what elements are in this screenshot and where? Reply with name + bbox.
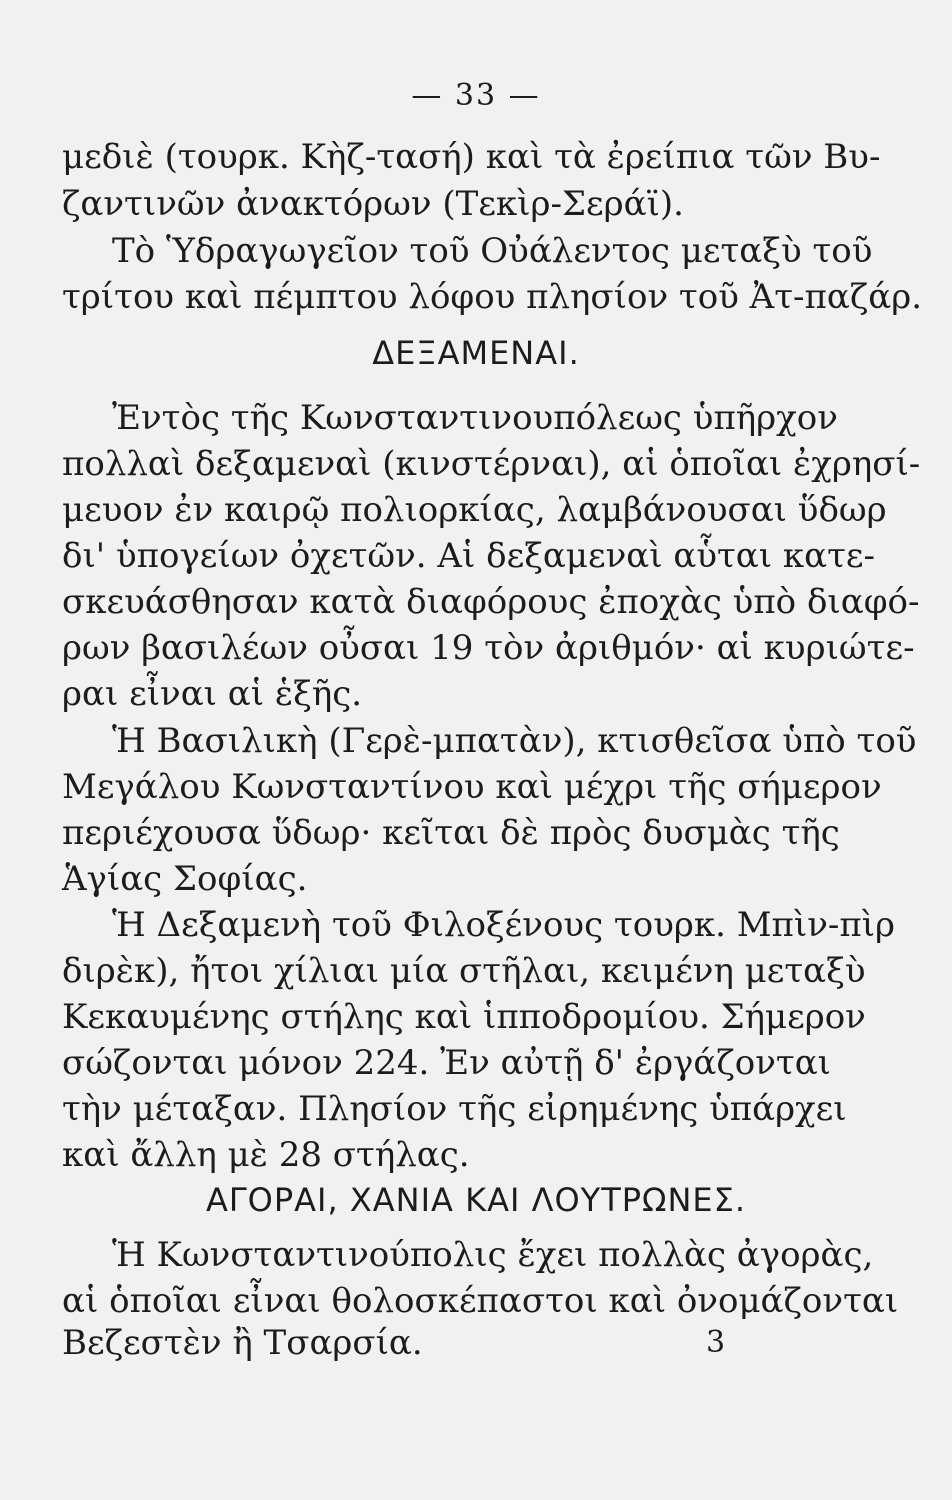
text-line: μεδιὲ (τουρκ. Κὴζ-τασή) καὶ τὰ ἐρείπια τῶν Βυ- (62, 137, 881, 177)
page-number: — 33 — (411, 78, 541, 113)
text-line: Ἐντὸς τῆς Κωνσταντινουπόλεως ὑπῆρχον (112, 398, 838, 438)
text-line: Τὸ Ὑδραγωγεῖον τοῦ Οὐάλεντος μεταξὺ τοῦ (112, 231, 873, 271)
text-line: ρων βασιλέων οὖσαι 19 τὸν ἀριθμόν· αἱ κυριώτε- (62, 628, 915, 668)
text-line: Ἡ Βασιλικὴ (Γερὲ-μπατὰν), κτισθεῖσα ὑπὸ τοῦ (112, 721, 917, 761)
text-line: Ἡ Δεξαμενὴ τοῦ Φιλοξένους τουρκ. Μπὶν-πὶρ (112, 905, 896, 945)
text-line: Κεκαυμένης στήλης καὶ ἱπποδρομίου. Σήμερον (62, 997, 866, 1037)
text-line: Ἡ Κωνσταντινούπολις ἔχει πολλὰς ἀγορὰς, (112, 1235, 874, 1275)
text-line: διρὲκ), ἤτοι χίλιαι μία στῆλαι, κειμένη μεταξὺ (62, 951, 866, 991)
text-line: περιέχουσα ὕδωρ· κεῖται δὲ πρὸς δυσμὰς τῆς (62, 813, 840, 853)
text-line: τρίτου καὶ πέμπτου λόφου πλησίον τοῦ Ἀτ-παζάρ. (62, 277, 923, 317)
text-line: Μεγάλου Κωνσταντίνου καὶ μέχρι τῆς σήμερον (62, 767, 882, 807)
text-line: πολλαὶ δεξαμεναὶ (κινστέρναι), αἱ ὁποῖαι ἐχρησί- (62, 444, 921, 484)
section-heading-reservoirs: ΔΕΞΑΜΕΝΑΙ. (372, 334, 580, 372)
text-line: σκευάσθησαν κατὰ διαφόρους ἐποχὰς ὑπὸ διαφό- (62, 582, 920, 622)
text-line: αἱ ὁποῖαι εἶναι θολοσκέπαστοι καὶ ὀνομάζονται (62, 1281, 899, 1321)
text-line: Βεζεστὲν ἢ Τσαρσία. (62, 1323, 423, 1363)
text-line: Ἁγίας Σοφίας. (62, 859, 308, 899)
text-line: ραι εἶναι αἱ ἑξῆς. (62, 674, 363, 714)
signature-mark: 3 (706, 1325, 726, 1360)
text-line: καὶ ἄλλη μὲ 28 στήλας. (62, 1135, 470, 1175)
text-line: δι' ὑπογείων ὀχετῶν. Αἱ δεξαμεναὶ αὗται κατε- (62, 536, 876, 576)
text-line: τὴν μέταξαν. Πλησίον τῆς εἰρημένης ὑπάρχει (62, 1089, 847, 1129)
text-line: ζαντινῶν ἀνακτόρων (Τεκὶρ-Σεράϊ). (62, 184, 684, 224)
section-heading-markets: ΑΓΟΡΑΙ, ΧΑΝΙΑ ΚΑΙ ΛΟΥΤΡΩΝΕΣ. (205, 1181, 747, 1219)
text-line: σώζονται μόνον 224. Ἐν αὐτῇ δ' ἐργάζονται (62, 1043, 832, 1083)
text-line: μευον ἐν καιρῷ πολιορκίας, λαμβάνουσαι ὕδωρ (62, 490, 887, 530)
